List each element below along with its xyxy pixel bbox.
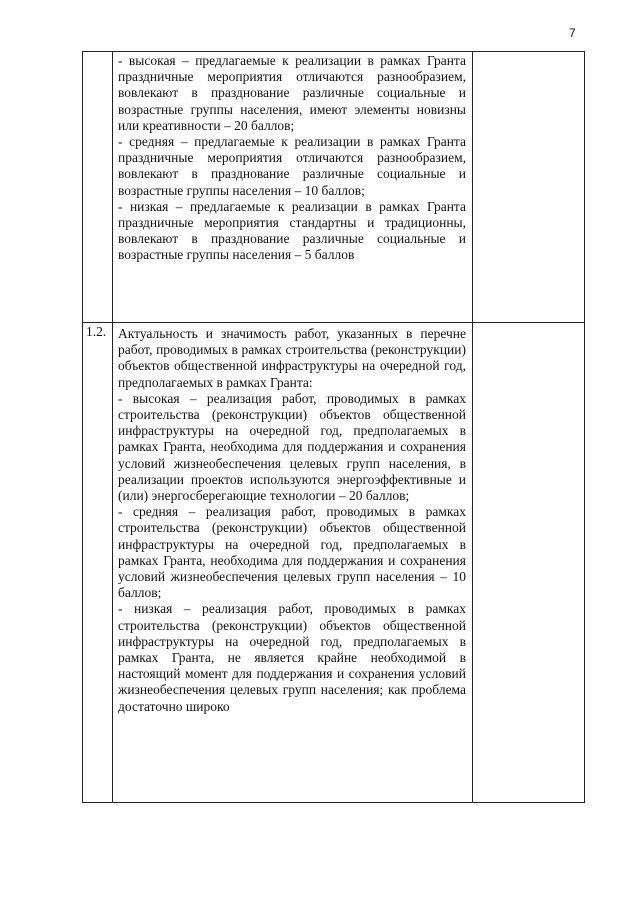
score-cell — [473, 52, 585, 323]
criterion-paragraph: Актуальность и значимость работ, указанных в перечне работ, проводимых в рамках строительства (реконструкции) объектов общественной инфраструктуры на очередной год, предполагаемых в рамках Гранта: — [118, 326, 466, 390]
criterion-paragraph: - высокая – предлагаемые к реализации в рамках Гранта праздничные мероприятия отличаются разнообразием, вовлекают в празднование различные социальные и возрастные группы населения, имеют элементы новизны или креативности – 20 баллов; — [118, 53, 466, 133]
criterion-paragraph: - средняя – предлагаемые к реализации в рамках Гранта праздничные мероприятия отличаются разнообразием, вовлекают в празднование различные социальные и возрастные группы населения – 10 баллов; — [118, 134, 466, 198]
criteria-table — [82, 51, 585, 803]
criterion-paragraph: - низкая – предлагаемые к реализации в рамках Гранта праздничные мероприятия стандартны и традиционны, вовлекают в празднование различные социальные и возрастные группы населения – 5 баллов — [118, 198, 466, 263]
score-cell — [473, 323, 585, 803]
criterion-paragraph: - высокая – реализация работ, проводимых в рамках строительства (реконструкции) объектов общественной инфраструктуры на очередной год, предполагаемых в рамках Гранта, необходима для поддержания и сохранения условий жизнеобеспечения целевых групп населения, в реализации проектов используются энергоэффективные и (или) энергосберегающие технологии – 20 баллов; — [118, 390, 466, 504]
page-number: 7 — [569, 26, 576, 40]
table-row — [83, 323, 585, 803]
table-row — [83, 52, 585, 323]
criterion-number-cell — [83, 52, 113, 323]
criterion-number-cell: 1.2. — [83, 323, 113, 803]
criterion-description-cell — [113, 323, 473, 803]
criterion-description-cell — [113, 52, 473, 323]
criterion-paragraph: - низкая – реализация работ, проводимых в рамках строительства (реконструкции) объектов общественной инфраструктуры на очередной год, предполагаемых в рамках Гранта, не является крайне необходимой в настоящий момент для поддержания и сохранения условий жизнеобеспечения целевых групп населения; как проблема достаточно широко — [118, 601, 466, 714]
criterion-paragraph: - средняя – реализация работ, проводимых в рамках строительства (реконструкции) объектов общественной инфраструктуры на очередной год, предполагаемых в рамках Гранта, необходима для поддержания и сохранения условий жизнеобеспечения целевых групп населения – 10 баллов; — [118, 504, 466, 601]
